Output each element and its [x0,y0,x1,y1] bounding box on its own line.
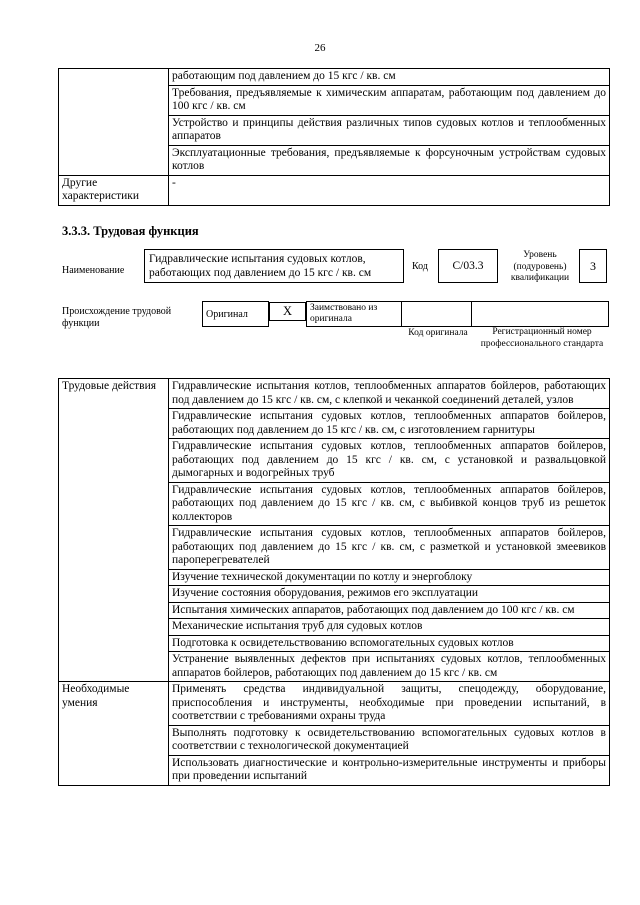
labor-action-row: Гидравлические испытания судовых котлов, теплообменных аппаратов бойлеров, работающих под давлением до 15 кгс / кв. см, с установкой и развальцовкой дымогарных и водогрейных труб [169,439,610,483]
borrowed-label: Заимствовано из оригинала [307,302,402,327]
original-mark: X [269,302,306,321]
requirement-row: Эксплуатационные требования, предъявляемые к форсуночным устройствам судовых котлов [169,145,610,175]
original-label: Оригинал [203,302,269,327]
section-title: 3.3.3. Трудовая функция [62,224,199,238]
top-table [58,68,610,206]
labor-action-row: Изучение технической документации по котлу и энергоблоку [169,569,610,586]
registration-caption: Регистрационный номер профессионального стандарта [480,327,604,349]
labor-action-row: Испытания химических аппаратов, работающих под давлением до 100 кгс / кв. см [169,602,610,619]
main-table [58,378,610,786]
original-code-cell [402,302,472,327]
requirement-row: работающим под давлением до 15 кгс / кв. см [169,69,610,86]
labor-actions-label: Трудовые действия [59,379,169,682]
required-skills-label: Необходимые умения [59,682,169,786]
origin-table [202,301,609,327]
page-number: 26 [314,42,326,54]
labor-action-row: Гидравлические испытания судовых котлов, теплообменных аппаратов бойлеров, работающих под давлением до 15 кгс / кв. см, с выбивкой концов труб из решеток коллекторов [169,482,610,526]
labor-action-row: Гидравлические испытания судовых котлов, теплообменных аппаратов бойлеров, работающих под давлением до 15 кгс / кв. см, с разметкой и установкой змеевиков пароперегревателей [169,526,610,570]
level-label: Уровень (подуровень) квалификации [510,250,570,283]
skill-row: Использовать диагностические и контрольно-измерительные инструменты и приборы при проведении испытаний [169,755,610,785]
labor-action-row: Механические испытания труб для судовых котлов [169,619,610,636]
labor-action-row: Гидравлические испытания судовых котлов, теплообменных аппаратов бойлеров, работающих под давлением до 15 кгс / кв. см, с изготовлением гарнитуры [169,409,610,439]
level-value-box: 3 [579,249,607,283]
other-characteristics-label: Другие характеристики [59,175,169,205]
original-code-caption: Код оригинала [408,328,468,338]
labor-action-row: Изучение состояния оборудования, режимов его эксплуатации [169,586,610,603]
function-name-box: Гидравлические испытания судовых котлов, работающих под давлением до 15 кгс / кв. см [144,249,404,283]
registration-number-cell [472,302,609,327]
code-value-box: С/03.3 [438,249,498,283]
requirement-row: Устройство и принципы действия различных типов судовых котлов и теплообменных аппаратов [169,115,610,145]
labor-action-row: Устранение выявленных дефектов при испытаниях судовых котлов, теплообменных аппаратов бойлеров, работающих под давлением до 15 кгс / кв. см [169,652,610,682]
top-table-empty-cell [59,69,169,176]
skill-row: Применять средства индивидуальной защиты, спецодежду, оборудование, приспособления и инструменты, необходимые при проведении испытаний, в соответствии с требованиями охраны труда [169,682,610,726]
labor-action-row: Гидравлические испытания котлов, теплообменных аппаратов бойлеров, работающих под давлением до 15 кгс / кв. см, с клепкой и чеканкой соединений деталей, узлов [169,379,610,409]
requirement-row: Требования, предъявляемые к химическим аппаратам, работающим под давлением до 100 кгс / кв. см [169,85,610,115]
origin-label: Происхождение трудовой функции [62,306,172,329]
other-characteristics-value: - [169,175,610,205]
skill-row: Выполнять подготовку к освидетельствованию вспомогательных судовых котлов в соответствии с технологической документацией [169,725,610,755]
code-label: Код [412,261,428,272]
name-label: Наименование [62,265,125,276]
labor-action-row: Подготовка к освидетельствованию вспомогательных судовых котлов [169,635,610,652]
